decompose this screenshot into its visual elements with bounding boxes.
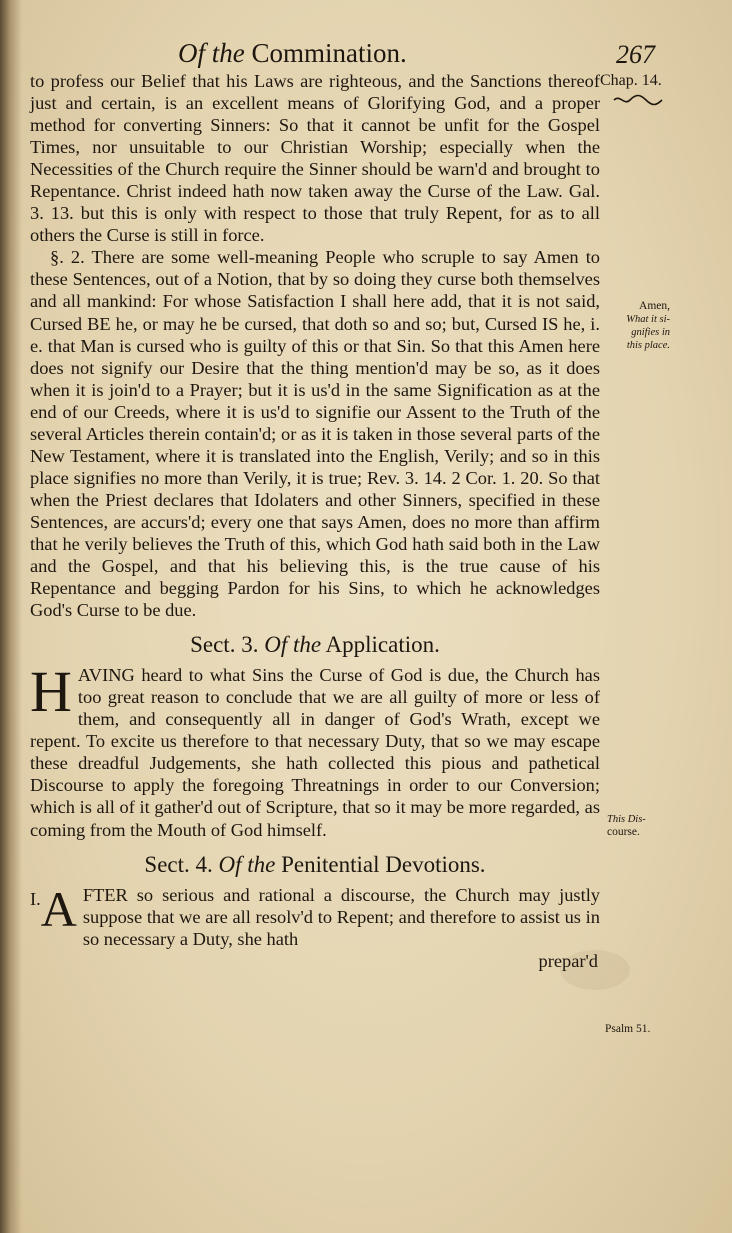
section-heading-rest: Penitential Devotions.: [275, 851, 486, 877]
margin-note-line: gnifies in: [631, 327, 670, 338]
margin-note-line: What it si-: [626, 314, 670, 325]
margin-note-line: This Dis-: [607, 814, 646, 825]
margin-note-amen: [600, 300, 670, 352]
running-head-italic: Of the: [178, 38, 245, 68]
margin-note-line: this place.: [626, 340, 670, 351]
main-text: [30, 70, 600, 972]
drop-cap: A: [40, 880, 77, 937]
paragraph-text: AVING heard to what Sins the Curse of God is due, the Church has too great reason to conclude that we are all guilty of more or less of them, and consequently all in danger of God's Wrath, except we repent. To excite us therefore to that necessary Duty, that so we may escape these dreadful Judgements, she hath collected this pious and pathetical Discourse to apply the foregoing Threatnings in order to our Conversion; which is all of it gather'd out of Scripture, that so it may be more regarded, as coming from the Mouth of God himself.: [30, 665, 600, 840]
paragraph-text: FTER so serious and rational a discourse, the Church may justly suppose that we are all resolv'd to Repent; and therefore to assist us in so necessary a Duty, she hath: [82, 884, 600, 949]
section-heading-rest: Application.: [321, 632, 440, 658]
section-heading-italic: Of the: [218, 851, 276, 877]
section-number: Sect. 4.: [144, 851, 219, 877]
chapter-label: Chap. 14.: [600, 72, 662, 89]
section-number: Sect. 3.: [190, 632, 265, 658]
paragraph-section-2: §. 2. There are some well-meaning People who scruple to say Amen to these Sentences, out of a Notion, that by so doing they curse both themselves and all mankind: For whose Satisfaction I shall here add, that it is not said, Cursed BE he, or may he be cursed, that doth so and so; but, Cursed IS he, i. e. that Man is cursed who is guilty of this or that Sin. So that this Amen here does not signify our Desire that the thing mention'd may be so, as it does when it is join'd to a Prayer; but it is us'd in the same Signification as at the end of our Creeds, where it is us'd to signifie our Assent to the Truth of the several Articles therein contain'd; or as it is taken in those several parts of the New Testament, where it is translated into the English, Verily; and so in this place signifies no more than Verily, it is true; Rev. 3. 14. 2 Cor. 1. 20. So that when the Priest declares that Idolaters and other Sinners, specified in these Sentences, are accurs'd; every one that says Amen, does no more than affirm that he verily believes the Truth of this, which God hath said both in the Law and the Gospel, and that his believing this, is the true cause of his Repentance and begging Pardon for his Sins, to which he acknowledges God's Curse to be due.: [30, 247, 600, 621]
margin-note-psalm: Psalm 51.: [605, 1023, 651, 1035]
paragraph-continuation: to profess our Belief that his Laws are righteous, and the Sanctions thereof just and certain, is an excellent means of Glorifying God, and a proper method for converting Sinners: So that it cannot be unfit for the Gospel Times, nor unsuitable to our Christian Worship; especially when the Necessities of the Church require the Sinner should be warn'd and brought to Repentance. Christ indeed hath now taken away the Curse of the Law. Gal. 3. 13. but this is only with respect to those that truly Repent, for as to all others the Curse is still in force.: [30, 71, 600, 246]
margin-note-line: Amen,: [639, 300, 670, 312]
section-heading-italic: Of the: [264, 632, 322, 658]
paragraph-devotions: [30, 880, 600, 950]
running-head-rest: Commination.: [244, 38, 407, 68]
section-4-heading: [30, 851, 600, 878]
ornament-icon: [612, 94, 664, 106]
binding-gutter: [0, 0, 22, 1233]
paragraph-number: I.: [30, 888, 41, 909]
running-head: [178, 38, 407, 69]
paragraph-application: [30, 659, 600, 840]
page-number: 267: [616, 40, 655, 69]
drop-cap: H: [30, 659, 72, 725]
margin-note-discourse: [607, 813, 667, 839]
section-3-heading: [30, 631, 600, 658]
margin-note-line: course.: [607, 826, 640, 838]
catchword: prepar'd: [538, 950, 598, 971]
